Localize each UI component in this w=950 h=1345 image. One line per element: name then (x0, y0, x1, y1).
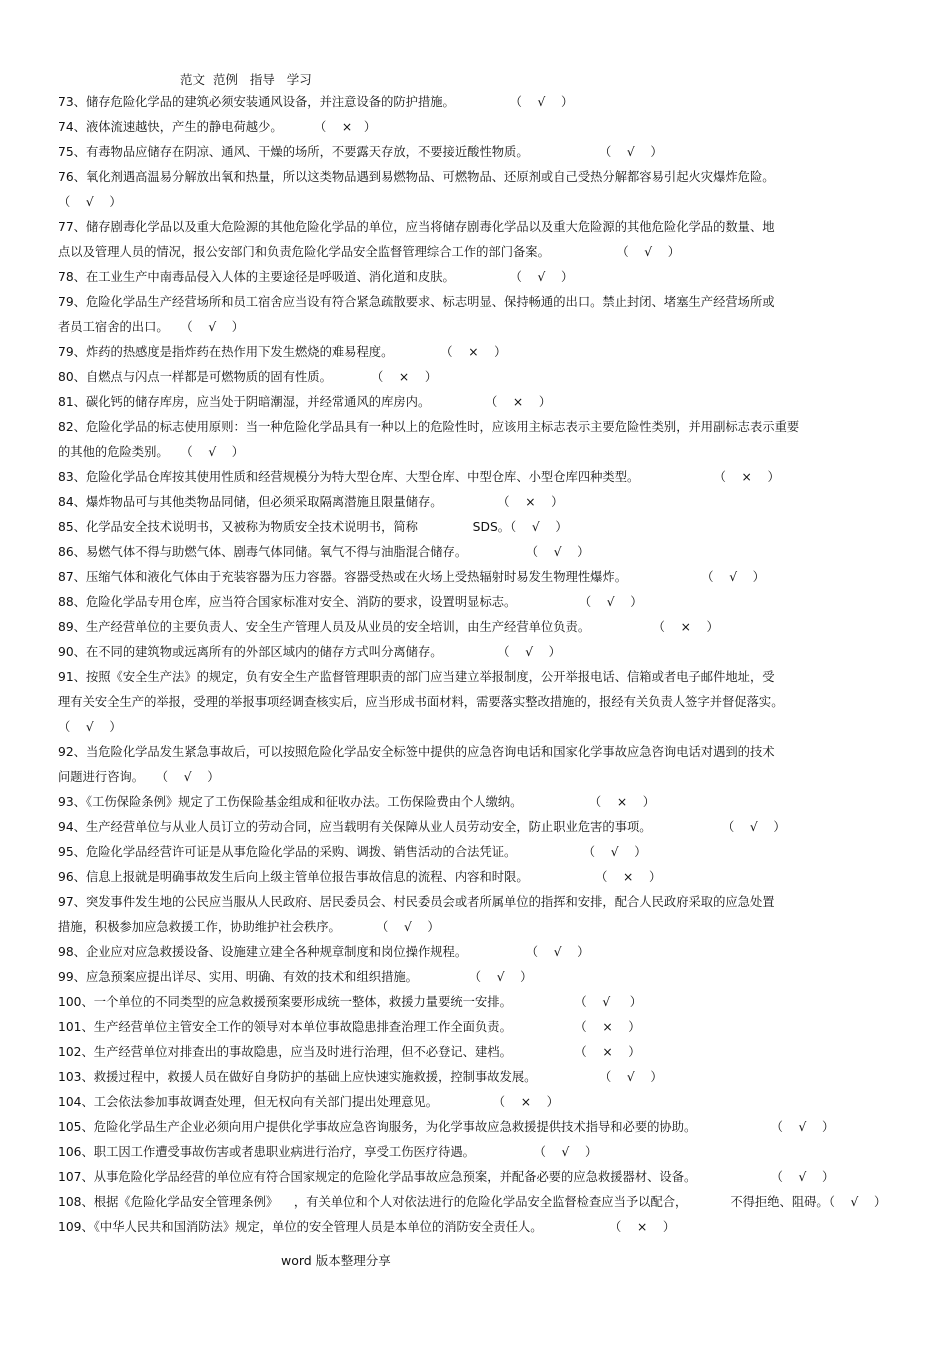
question-line: 99、应急预案应提出详尽、实用、明确、有效的技术和组织措施。 （ √ ） (58, 970, 533, 984)
question-line: 107、从事危险化学品经营的单位应有符合国家规定的危险化学品事故应急预案，并配备必要的应急救援器材、设备。 （ √ ） (58, 1170, 835, 1184)
question-line: 104、工会依法参加事故调查处理，但无权向有关部门提出处理意见。 （ × ） (58, 1095, 559, 1109)
question-line: 79、危险化学品生产经营场所和员工宿舍应当设有符合紧急疏散要求、标志明显、保持畅通的出口。禁止封闭、堵塞生产经营场所或 (58, 295, 775, 309)
page-header: 范文 范例 指导 学习 (180, 72, 312, 87)
question-line: 的其他的危险类别。 （ √ ） (58, 445, 245, 459)
question-line: 109、《中华人民共和国消防法》规定，单位的安全管理人员是本单位的消防安全责任人。 （ × ） (58, 1220, 676, 1234)
question-line: 75、有毒物品应储存在阴凉、通风、干燥的场所，不要露天存放，不要接近酸性物质。 （ √ ） (58, 145, 663, 159)
question-line: 理有关安全生产的举报，受理的举报事项经调查核实后，应当形成书面材料，需要落实整改措施的，报经有关负责人签字并督促落实。 (58, 695, 784, 709)
question-line: 90、在不同的建筑物或远离所有的外部区域内的储存方式叫分离储存。 （ √ ） (58, 645, 561, 659)
question-line: （ √ ） (58, 195, 122, 209)
page-footer: word 版本整理分享 (281, 1253, 391, 1268)
question-line: 问题进行咨询。 （ √ ） (58, 770, 220, 784)
question-line: 措施，积极参加应急救援工作，协助维护社会秩序。 （ √ ） (58, 920, 440, 934)
question-line: 点以及管理人员的情况，报公安部门和负责危险化学品安全监督管理综合工作的部门备案。 （ √ ） (58, 245, 681, 259)
question-line: 94、生产经营单位与从业人员订立的劳动合同，应当载明有关保障从业人员劳动安全，防止职业危害的事项。 （ √ ） (58, 820, 786, 834)
question-line: 80、自燃点与闪点一样都是可燃物质的固有性质。 （ × ） (58, 370, 438, 384)
question-line: 92、当危险化学品发生紧急事故后，可以按照危险化学品安全标签中提供的应急咨询电话和国家化学事故应急咨询电话对遇到的技术 (58, 745, 775, 759)
question-line: 108、根据《危险化学品安全管理条例》 ，有关单位和个人对依法进行的危险化学品安全监督检查应当予以配合， 不得拒绝、阻碍。（ √ ） (58, 1195, 887, 1209)
question-line: 102、生产经营单位对排查出的事故隐患，应当及时进行治理，但不必登记、建档。 （ × ） (58, 1045, 641, 1059)
question-line: 95、危险化学品经营许可证是从事危险化学品的采购、调拨、销售活动的合法凭证。 （ √ ） (58, 845, 647, 859)
question-line: 83、危险化学品仓库按其使用性质和经营规模分为特大型仓库、大型仓库、中型仓库、小型仓库四种类型。 （ × ） (58, 470, 780, 484)
question-line: 89、生产经营单位的主要负责人、安全生产管理人员及从业员的安全培训，由生产经营单位负责。 （ × ） (58, 620, 719, 634)
question-line: 86、易燃气体不得与助燃气体、剧毒气体同储。氧气不得与油脂混合储存。 （ √ ） (58, 545, 590, 559)
question-line: 100、一个单位的不同类型的应急救援预案要形成统一整体，救援力量要统一安排。 （ √ ） (58, 995, 643, 1009)
question-line: 82、危险化学品的标志使用原则：当一种危险化学品具有一种以上的危险性时，应该用主标志表示主要危险性类别，并用副标志表示重要 (58, 420, 800, 434)
question-line: 87、压缩气体和液化气体由于充装容器为压力容器。容器受热或在火场上受热辐射时易发生物理性爆炸。 （ √ ） (58, 570, 765, 584)
question-line: 74、液体流速越快，产生的静电荷越少。 （ × ） (58, 120, 377, 134)
question-line: 81、碳化钙的储存库房，应当处于阴暗潮湿，并经常通风的库房内。 （ × ） (58, 395, 552, 409)
question-line: 76、氧化剂遇高温易分解放出氧和热量，所以这类物品遇到易燃物品、可燃物品、还原剂或自己受热分解都容易引起火灾爆炸危险。 (58, 170, 775, 184)
question-line: 85、化学品安全技术说明书，又被称为物质安全技术说明书，简称 SDS。（ √ ） (58, 520, 568, 534)
question-line: 93、《工伤保险条例》规定了工伤保险基金组成和征收办法。工伤保险费由个人缴纳。 （ × ） (58, 795, 656, 809)
question-line: 96、信息上报就是明确事故发生后向上级主管单位报告事故信息的流程、内容和时限。 （ × ） (58, 870, 662, 884)
question-line: 103、救援过程中，救援人员在做好自身防护的基础上应快速实施救援，控制事故发展。 （ √ ） (58, 1070, 663, 1084)
question-line: 101、生产经营单位主管安全工作的领导对本单位事故隐患排查治理工作全面负责。 （ × ） (58, 1020, 641, 1034)
question-line: 88、危险化学品专用仓库，应当符合国家标准对安全、消防的要求，设置明显标志。 （ √ ） (58, 595, 643, 609)
question-line: 98、企业应对应急救援设备、设施建立建全各种规章制度和岗位操作规程。 （ √ ） (58, 945, 590, 959)
question-line: 105、危险化学品生产企业必须向用户提供化学事故应急咨询服务，为化学事故应急救援提供技术指导和必要的协助。 （ √ ） (58, 1120, 835, 1134)
question-line: （ √ ） (58, 720, 122, 734)
question-line: 97、突发事件发生地的公民应当服从人民政府、居民委员会、村民委员会或者所属单位的指挥和安排，配合人民政府采取的应急处置 (58, 895, 775, 909)
question-line: 者员工宿舍的出口。 （ √ ） (58, 320, 245, 334)
question-line: 84、爆炸物品可与其他类物品同储，但必须采取隔离潜施且限量储存。 （ × ） (58, 495, 564, 509)
question-line: 91、按照《安全生产法》的规定，负有安全生产监督管理职责的部门应当建立举报制度，公开举报电话、信箱或者电子邮件地址，受 (58, 670, 775, 684)
question-line: 106、职工因工作遭受事故伤害或者患职业病进行治疗，享受工伤医疗待遇。 （ √ ） (58, 1145, 598, 1159)
question-line: 78、在工业生产中南毒品侵入人体的主要途径是呼吸道、消化道和皮肤。 （ √ ） (58, 270, 574, 284)
question-line: 73、储存危险化学品的建筑必须安装通风设备，并注意设备的防护措施。 （ √ ） (58, 95, 574, 109)
question-line: 77、储存剧毒化学品以及重大危险源的其他危险化学品的单位，应当将储存剧毒化学品以及重大危险源的其他危险化学品的数量、地 (58, 220, 775, 234)
question-line: 79、炸药的热感度是指炸药在热作用下发生燃烧的难易程度。 （ × ） (58, 345, 507, 359)
